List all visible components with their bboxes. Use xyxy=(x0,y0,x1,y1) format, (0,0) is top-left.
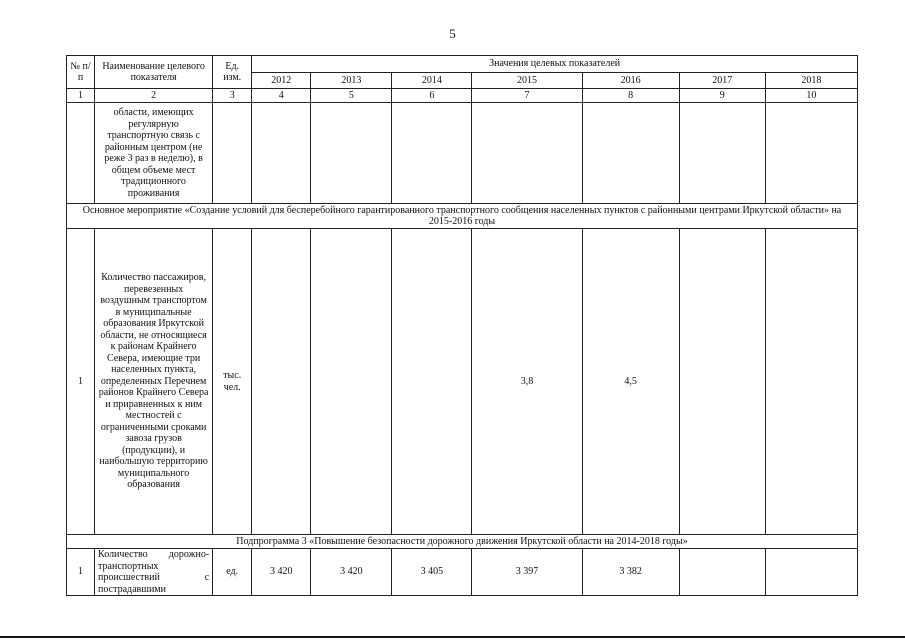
column-numbers-row xyxy=(67,89,858,103)
indicator-name: Количество пассажиров, перевезенных воздушным транспортом в муниципальные образования Иркутской области, не относящиеся к районам Крайнего Севера, имеющие три населенных пункта, определенных Перечнем районов Крайнего Севера и приравненных к ним местностей с ограниченными сроками завоза грузов (продукции), и наибольшую территорию муниципального образования xyxy=(95,229,213,535)
row-num: 1 xyxy=(67,549,95,596)
column-number: 2 xyxy=(95,89,213,103)
column-number: 7 xyxy=(472,89,582,103)
year-cell: 2017 xyxy=(679,73,765,89)
column-number: 8 xyxy=(582,89,679,103)
value-cell xyxy=(679,549,765,596)
row-num xyxy=(67,103,95,204)
value-cell xyxy=(252,229,311,535)
page-bottom-border xyxy=(0,636,905,638)
value-cell xyxy=(392,229,472,535)
indicator-name: области, имеющих регулярную транспортную связь с районным центром (не реже 3 раз в неделю), в общем объеме мест традиционного проживания xyxy=(95,103,213,204)
column-number: 1 xyxy=(67,89,95,103)
row-unit xyxy=(213,103,252,204)
year-cell: 2015 xyxy=(472,73,582,89)
year-cell: 2013 xyxy=(311,73,392,89)
value-cell: 3 382 xyxy=(582,549,679,596)
value-cell xyxy=(311,229,392,535)
value-cell xyxy=(765,549,857,596)
value-cell xyxy=(765,103,857,204)
column-number: 4 xyxy=(252,89,311,103)
value-cell: 3 397 xyxy=(472,549,582,596)
header-unit: Ед. изм. xyxy=(213,56,252,89)
header-row xyxy=(67,56,858,73)
section-title: Подпрограмма 3 «Повышение безопасности дорожного движения Иркутской области на 2014-2018 годы» xyxy=(67,535,858,549)
table-row-indicator-1 xyxy=(67,229,858,535)
section-row xyxy=(67,204,858,229)
value-cell: 4,5 xyxy=(582,229,679,535)
section-title: Основное мероприятие «Создание условий для бесперебойного гарантированного транспортного сообщения населенных пунктов с районными центрами Иркутской области» на 2015-2016 годы xyxy=(67,204,858,229)
value-cell xyxy=(679,103,765,204)
value-cell xyxy=(311,103,392,204)
year-cell: 2014 xyxy=(392,73,472,89)
table-row-continuation xyxy=(67,103,858,204)
column-number: 3 xyxy=(213,89,252,103)
table-row-indicator-2 xyxy=(67,549,858,596)
column-number: 9 xyxy=(679,89,765,103)
row-unit: тыс. чел. xyxy=(213,229,252,535)
value-cell xyxy=(472,103,582,204)
target-indicators-table xyxy=(66,55,858,596)
page-number: 5 xyxy=(449,26,456,41)
value-cell xyxy=(765,229,857,535)
value-cell xyxy=(679,229,765,535)
value-cell: 3,8 xyxy=(472,229,582,535)
year-cell: 2018 xyxy=(765,73,857,89)
value-cell xyxy=(252,103,311,204)
column-number: 5 xyxy=(311,89,392,103)
section-row xyxy=(67,535,858,549)
header-num: № п/п xyxy=(67,56,95,89)
value-cell: 3 420 xyxy=(252,549,311,596)
column-number: 6 xyxy=(392,89,472,103)
value-cell: 3 420 xyxy=(311,549,392,596)
year-cell: 2016 xyxy=(582,73,679,89)
value-cell xyxy=(392,103,472,204)
year-cell: 2012 xyxy=(252,73,311,89)
value-cell xyxy=(582,103,679,204)
column-number: 10 xyxy=(765,89,857,103)
row-num: 1 xyxy=(67,229,95,535)
value-cell: 3 405 xyxy=(392,549,472,596)
header-values-title: Значения целевых показателей xyxy=(252,56,858,73)
row-unit: ед. xyxy=(213,549,252,596)
header-name: Наименование целевого показателя xyxy=(95,56,213,89)
indicator-name: Количество дорожно-транспортных происшествий с пострадавшими xyxy=(95,549,213,596)
